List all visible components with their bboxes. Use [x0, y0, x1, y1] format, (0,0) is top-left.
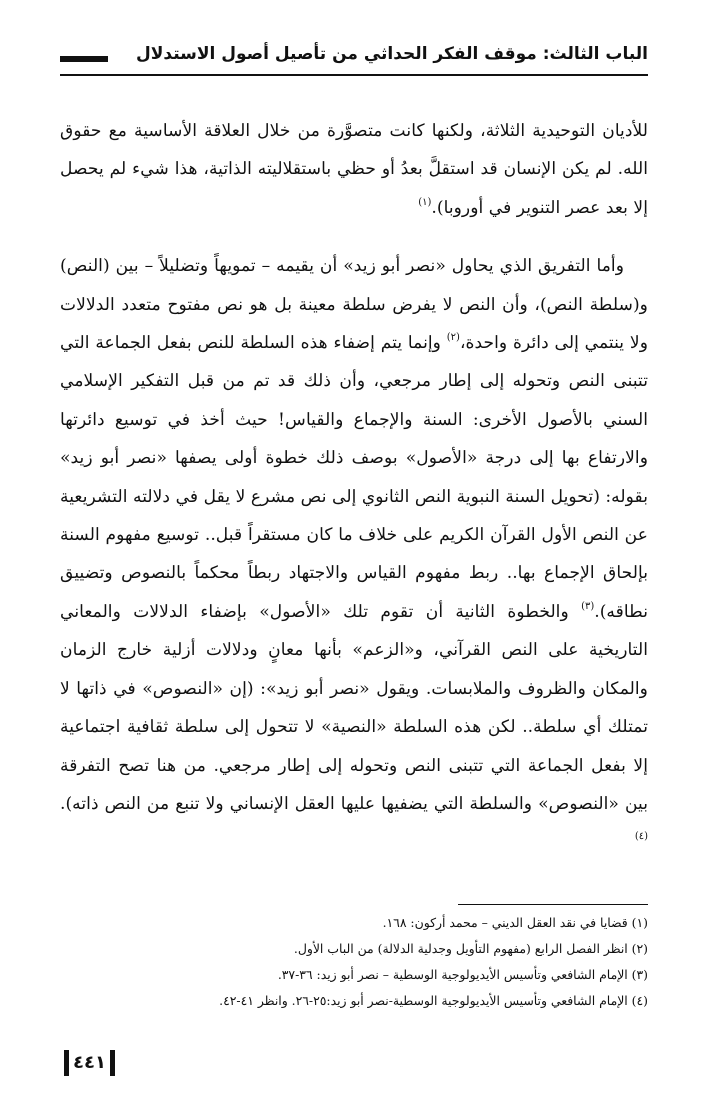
footnote-ref-3: (٣) [581, 600, 595, 612]
footnotes [60, 910, 648, 1014]
page-number-bar-right [110, 1050, 115, 1076]
header-bar-left [60, 56, 108, 62]
paragraph-1 [60, 112, 648, 227]
page-number: ٤٤١ [73, 1052, 106, 1073]
footnote-2: (٢) انظر الفصل الرابع (مفهوم التأويل وجدلية الدلالة) من الباب الأول. [293, 941, 648, 956]
footnote-3: (٣) الإمام الشافعي وتأسيس الأيديولوجية الوسطية – نصر أبو زيد: ٣٦-٣٧. [277, 967, 648, 982]
paragraph-2-text-a: وأما التفريق الذي يحاول «نصر أبو زيد» أن يقيمه – تمويهاً وتضليلاً – بين (النص) و(سلطة النص)، وأن النص لا يفرض سلطة معينة بل هو نص مفتوح متعدد الدلالات ولا ينتمي إلى دائرة واحدة، [60, 256, 648, 354]
paragraph-2 [60, 247, 648, 862]
header-rule [60, 74, 648, 76]
footnote-ref-4: (٤) [634, 831, 648, 843]
body-text [60, 112, 648, 862]
page-number-block [64, 1050, 115, 1076]
footnote-1: (١) قضايا في نقد العقل الديني – محمد أركون: ١٦٨. [382, 915, 648, 930]
footnote-ref-1: (١) [418, 196, 432, 208]
footnote-4: (٤) الإمام الشافعي وتأسيس الأيديولوجية الوسطية-نصر أبو زيد:٢٥-٢٦. وانظر ٤١-٤٢. [219, 993, 648, 1008]
paragraph-1-text: للأديان التوحيدية الثلاثة، ولكنها كانت متصوَّرة من خلال العلاقة الأساسية مع حقوق الله. لم يكن الإنسان قد استقلَّ بعدُ أو حظي باستقلاليته الذاتية، هذا شيء لم يحصل إلا بعد عصر التنوير في أوروبا). [60, 121, 648, 218]
footnote-separator [458, 904, 648, 905]
running-header [60, 42, 648, 76]
paragraph-2-text-c: والخطوة الثانية أن تقوم تلك «الأصول» بإضفاء الدلالات والمعاني التاريخية على النص القرآني، و«الزعم» بأنها معانٍ ودلالات أزلية خارج الزمان والمكان والظروف والملابسات. ويقول «نصر أبو زيد»: (إن «النصوص» في ذاتها لا تمتلك أي سلطة.. لكن هذه السلطة «النصية» لا تتحول إلى سلطة ثقافية اجتماعية إلا بفعل الجماعة التي تتبنى النص وتحوله إلى إطار مرجعي. من هنا تصح التفرقة بين «النصوص» والسلطة التي يضفيها عليها العقل الإنساني ولا تنبع من النص ذاته). [60, 601, 648, 814]
paragraph-2-text-b: وإنما يتم إضفاء هذه السلطة للنص بفعل الجماعة التي تتبنى النص وتحوله إلى إطار مرجعي، وأن ذلك قد تم من قبل التفكير الإسلامي السني بالأصول الأخرى: السنة والإجماع والقياس! حيث أخذ في توسيع دائرتها والارتفاع بها إلى درجة «الأصول» بوصف ذلك خطوة أولى يصفها «نصر أبو زيد» بقوله: (تحويل السنة النبوية النص الثانوي إلى نص مشرع لا يقل في دلالته التشريعية عن النص الأول القرآن الكريم على خلاف ما كان مستقراً قبل.. توسيع مفهوم السنة بإلحاق الإجماع بها.. ربط مفهوم القياس والاجتهاد ربطاً محكماً بالنصوص وتضييق نطاقه). [60, 333, 648, 622]
chapter-title: الباب الثالث: موقف الفكر الحداثي من تأصيل أصول الاستدلال [135, 44, 648, 64]
footnote-ref-2: (٢) [446, 332, 460, 344]
